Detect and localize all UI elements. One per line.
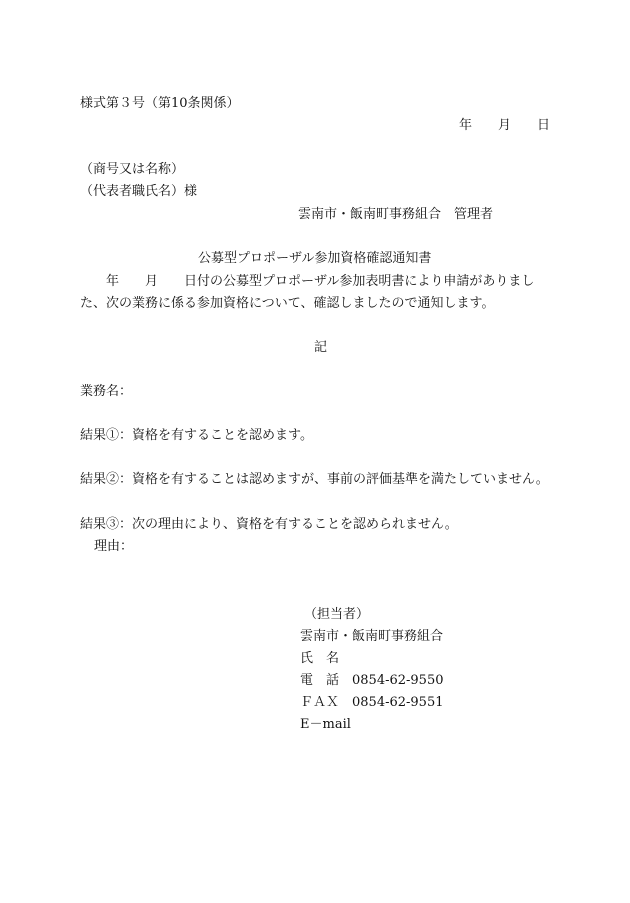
- contact-email-label: E－mail: [300, 717, 351, 732]
- ki-heading: 記: [314, 340, 328, 355]
- form-number: 様式第３号（第10条関係）: [80, 96, 240, 111]
- body-line-2: た、次の業務に係る参加資格について、確認しましたので通知します。: [80, 296, 495, 311]
- date-line: [459, 118, 550, 134]
- document-title: 公募型プロポーザル参加資格確認通知書: [198, 251, 432, 266]
- contact-name-row: [300, 648, 444, 670]
- contact-name-label: 氏 名: [300, 651, 340, 666]
- reason-label: 理由：: [94, 539, 134, 554]
- result-3: 結果③：次の理由により、資格を有することを認められません。: [80, 517, 458, 532]
- contact-tel-label: 電 話: [300, 673, 340, 688]
- contact-email-row: [300, 714, 444, 736]
- contact-tel-value: 0854-62-9550: [352, 673, 444, 688]
- recipient-company: （商号又は名称）: [80, 162, 185, 177]
- date-year: 年: [458, 118, 472, 133]
- business-name: 業務名：: [80, 384, 133, 399]
- date-month: 月: [497, 118, 511, 133]
- contact-block: [300, 604, 444, 736]
- result-2: 結果②：資格を有することは認めますが、事前の評価基準を満たしていません。: [80, 472, 549, 487]
- contact-fax-label: ＦＡＸ: [300, 695, 340, 710]
- contact-title: （担当者）: [304, 607, 370, 622]
- body-line-1: 年 月 日付の公募型プロポーザル参加表明書により申請がありまし: [80, 274, 535, 289]
- contact-fax-row: [300, 692, 444, 714]
- recipient-representative: （代表者職氏名）様: [80, 184, 198, 199]
- date-day: 日: [536, 118, 550, 133]
- contact-org: 雲南市・飯南町事務組合: [300, 629, 444, 644]
- contact-tel-row: [300, 670, 444, 692]
- result-1: 結果①：資格を有することを認めます。: [80, 428, 313, 443]
- contact-fax-value: 0854-62-9551: [352, 695, 444, 710]
- sender: 雲南市・飯南町事務組合 管理者: [298, 207, 494, 222]
